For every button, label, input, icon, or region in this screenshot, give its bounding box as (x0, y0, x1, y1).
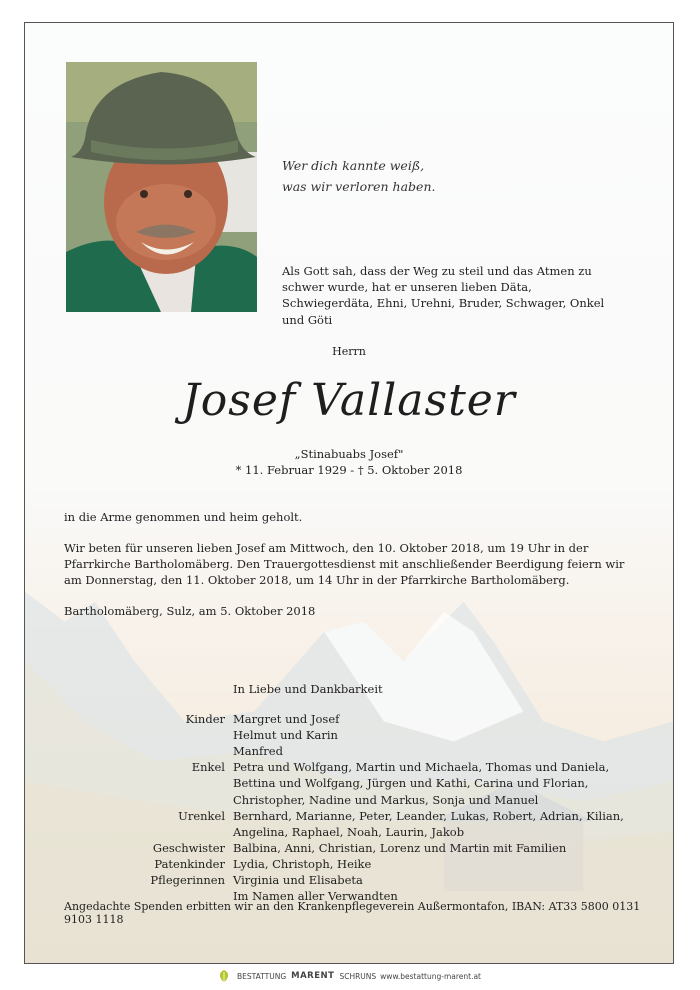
quote-line-2: was wir verloren haben. (282, 179, 436, 194)
family-row (63, 743, 653, 759)
family-role: Geschwister (152, 840, 225, 855)
family-row (63, 824, 653, 840)
family-role: Patenkinder (154, 856, 225, 871)
family-row (63, 840, 653, 856)
family-row (63, 775, 653, 791)
family-role (63, 824, 233, 840)
family-names: Im Namen aller Verwandten (233, 889, 398, 904)
family-heading-row (63, 681, 653, 697)
paragraph-service: Wir beten für unseren lieben Josef am Mittwoch, den 10. Oktober 2018, um 19 Uhr in der Pfarrkirche Bartholomäberg. Den Trauergottesdienst mit anschließender Beerdigung feiern wir am Donnerstag, den 11. Oktober 2018, um 14 Uhr in der Pfarrkirche Bartholomäberg. (64, 541, 625, 587)
family-list (63, 681, 653, 904)
footer-url[interactable]: www.bestattung-marent.at (380, 971, 481, 981)
family-role: Enkel (191, 760, 225, 775)
intro-text: Als Gott sah, dass der Weg zu steil und das Atmen zu schwer wurde, hat er unseren lieben Däta, Schwiegerdäta, Ehni, Urehni, Bruder, Schwager, Onkel und Göti (282, 264, 605, 327)
place-date: Bartholomäberg, Sulz, am 5. Oktober 2018 (64, 604, 316, 618)
family-names: Lydia, Christoph, Heike (233, 856, 372, 871)
family-row (63, 711, 653, 727)
footer-town: SCHRUNS (339, 971, 377, 981)
leaf-logo-icon (217, 969, 231, 983)
footer-prefix: BESTATTUNG (237, 971, 287, 981)
family-row (63, 872, 653, 888)
family-names: Christopher, Nadine und Markus, Sonja und Manuel (233, 792, 539, 807)
family-names: Petra und Wolfgang, Martin und Michaela, Thomas und Daniela, (233, 760, 610, 775)
donation-note: Angedachte Spenden erbitten wir an den Krankenpflegeverein Außermontafon, IBAN: AT33 5800 0131 9103 1118 (64, 900, 641, 926)
family-names: Balbina, Anni, Christian, Lorenz und Martin mit Familien (233, 840, 567, 855)
life-dates: * 11. Februar 1929 - † 5. Oktober 2018 (235, 463, 463, 477)
quote-line-1: Wer dich kannte weiß, (282, 158, 425, 173)
family-row (63, 792, 653, 808)
quote (282, 155, 435, 197)
footer-brand: MARENT (291, 971, 335, 981)
portrait-photo (66, 62, 257, 312)
family-role (63, 743, 233, 759)
family-row (63, 759, 653, 775)
family-role: Urenkel (178, 808, 225, 823)
family-names: Helmut und Karin (233, 728, 338, 743)
family-names: Bernhard, Marianne, Peter, Leander, Lukas, Robert, Adrian, Kilian, (233, 808, 624, 823)
family-role: Pflegerinnen (150, 873, 225, 888)
family-role (63, 792, 233, 808)
family-row (63, 856, 653, 872)
nickname: „Stinabuabs Josef" (294, 447, 404, 461)
family-role (63, 727, 233, 743)
paragraph-homecoming: in die Arme genommen und heim geholt. (64, 510, 303, 524)
family-role (63, 775, 233, 791)
family-names: Angelina, Raphael, Noah, Laurin, Jakob (233, 824, 465, 839)
family-role: Kinder (185, 712, 225, 727)
deceased-name: Josef Vallaster (182, 375, 516, 426)
footer (0, 966, 700, 986)
family-names: Manfred (233, 744, 283, 759)
obituary-card (24, 22, 674, 964)
family-row (63, 727, 653, 743)
family-row (63, 808, 653, 824)
salutation: Herrn (332, 345, 366, 358)
family-names: Virginia und Elisabeta (233, 873, 363, 888)
family-names: Margret und Josef (233, 712, 340, 727)
family-names: Bettina und Wolfgang, Jürgen und Kathi, Carina und Florian, (233, 776, 589, 791)
family-heading: In Liebe und Dankbarkeit (233, 682, 383, 696)
